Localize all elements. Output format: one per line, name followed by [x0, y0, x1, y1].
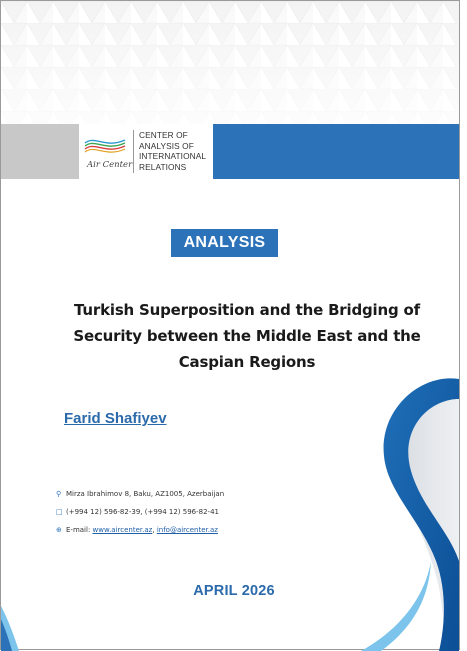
header-pattern-background — [1, 1, 459, 131]
phone-row — [56, 507, 219, 517]
publication-date: APRIL 2026 — [193, 583, 275, 599]
link-separator: , — [152, 526, 155, 534]
org-name-line: CENTER OF — [139, 130, 188, 140]
document-type-badge: ANALYSIS — [171, 229, 278, 257]
org-name-line: INTERNATIONAL — [139, 151, 207, 162]
website-link[interactable]: www.aircenter.az — [92, 526, 153, 534]
logo-script-text: Air Center — [87, 160, 133, 170]
decorative-swoosh — [1, 361, 459, 651]
author-name[interactable]: Farid Shafiyev — [64, 410, 167, 427]
org-name-line: ANALYSIS OF — [139, 140, 194, 151]
location-pin-icon: ⚲ — [56, 490, 62, 498]
address-row — [56, 489, 224, 499]
email-row — [56, 525, 218, 535]
aircenter-logo-mark — [83, 131, 133, 175]
email-link[interactable]: info@aircenter.az — [156, 526, 218, 534]
phone-text: (+994 12) 596-82-39, (+994 12) 596-82-41 — [66, 508, 219, 516]
email-label: E-mail: — [66, 526, 91, 534]
org-name-line: RELATIONS — [139, 161, 187, 172]
header-grey-band — [1, 124, 79, 179]
title-line: Security between the Middle East and the — [73, 327, 421, 345]
organization-name — [139, 130, 215, 172]
header-blue-band — [213, 124, 459, 179]
globe-icon: ⊕ — [56, 526, 62, 534]
organization-logo — [79, 124, 213, 179]
address-text: Mirza Ibrahimov 8, Baku, AZ1005, Azerbaijan — [66, 490, 225, 498]
logo-divider — [133, 130, 134, 173]
title-line: Turkish Superposition and the Bridging of — [74, 301, 420, 319]
title-line: Caspian Regions — [178, 353, 316, 371]
phone-icon: □ — [56, 508, 63, 516]
